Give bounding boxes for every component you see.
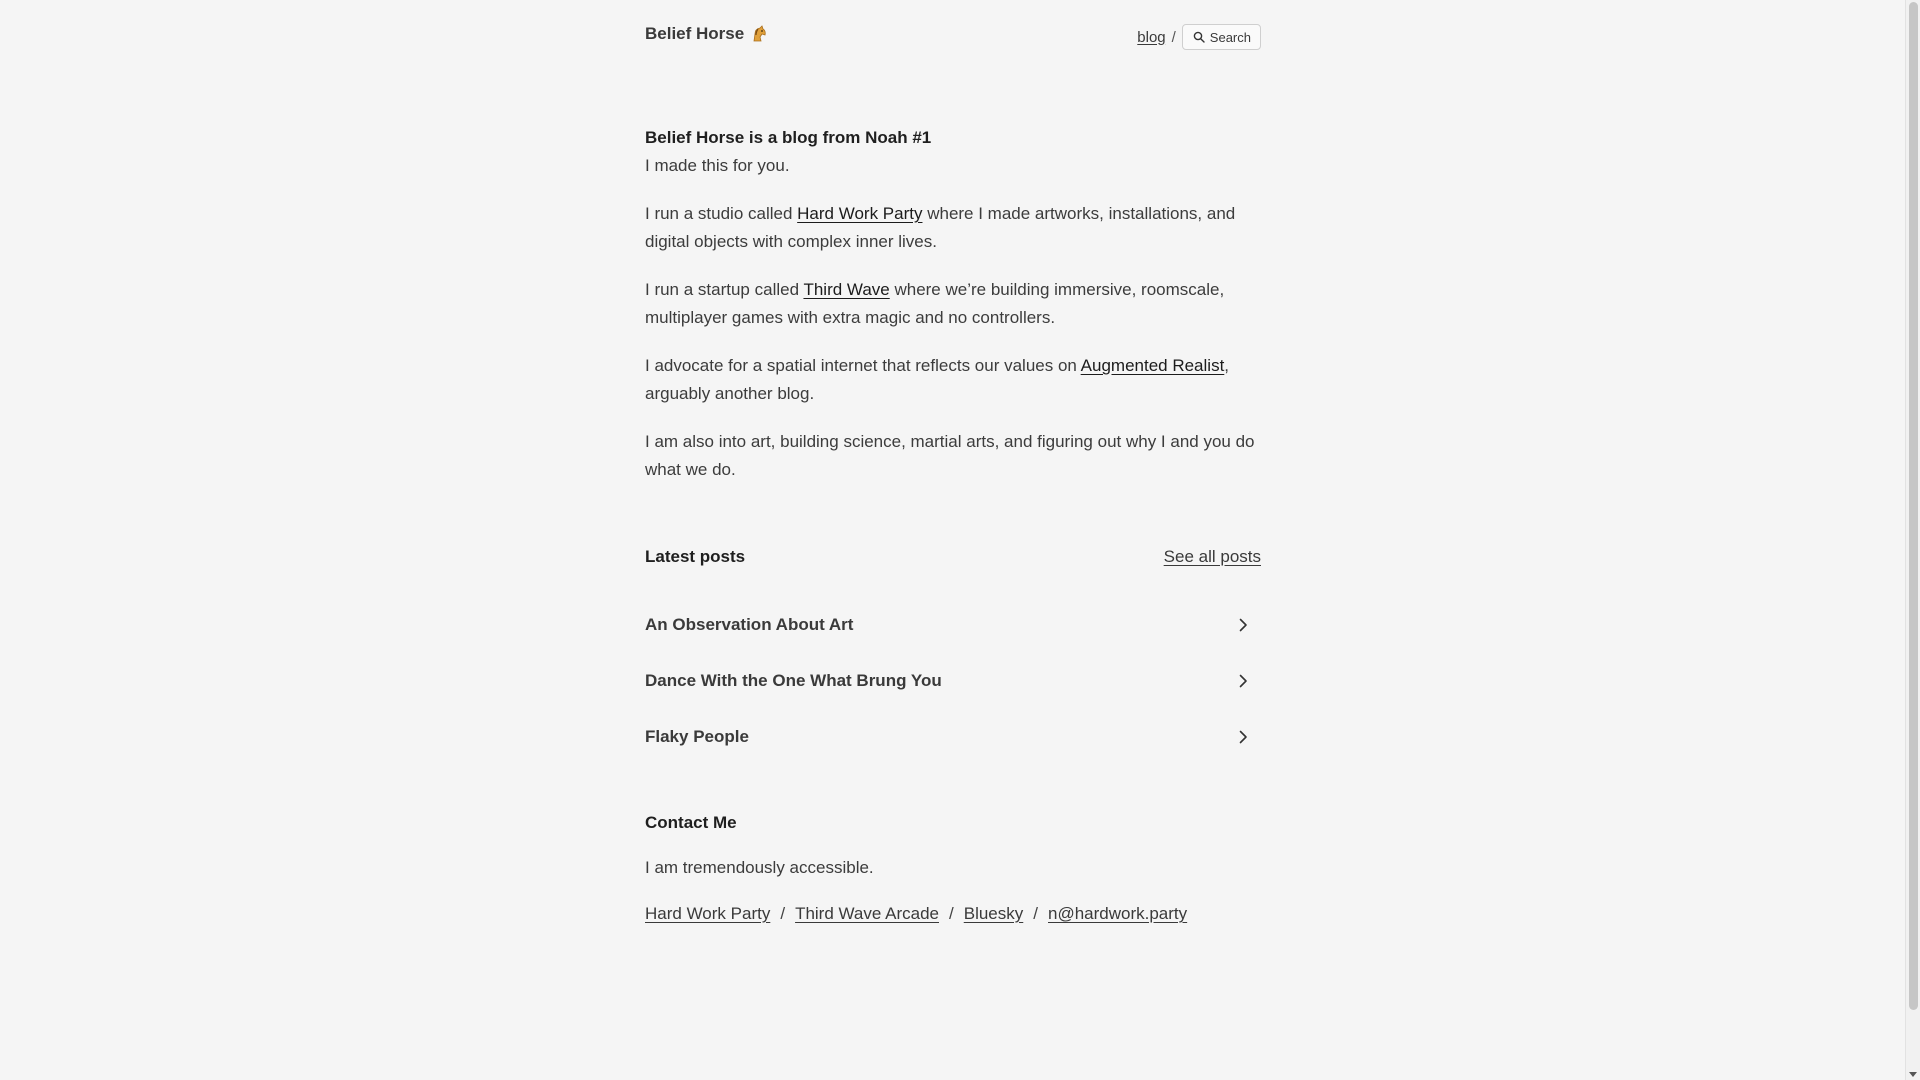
third-wave-link[interactable]: Third Wave <box>803 280 890 299</box>
contact-heading: Contact Me <box>645 813 737 832</box>
brand-title: Belief Horse <box>645 24 745 43</box>
latest-posts-header <box>645 547 1261 571</box>
latest-posts-heading: Latest posts <box>645 547 746 566</box>
contact-link-email[interactable]: n@hardwork.party <box>1048 904 1188 923</box>
link-separator: / <box>780 904 786 923</box>
contact-link-bluesky[interactable]: Bluesky <box>963 904 1024 923</box>
post-title: Flaky People <box>645 727 749 746</box>
chevron-right-icon <box>1235 617 1251 633</box>
vertical-scrollbar[interactable] <box>1905 0 1920 1080</box>
link-separator: / <box>949 904 954 923</box>
augmented-realist-link[interactable]: Augmented Realist <box>1080 356 1225 375</box>
nav-blog-link[interactable]: blog <box>1137 28 1166 46</box>
scroll-down-arrow-icon[interactable] <box>1909 1072 1917 1077</box>
post-title: Dance With the One What Brung You <box>645 671 942 690</box>
chevron-right-icon <box>1235 729 1251 745</box>
text: , arguably another blog. <box>645 356 1230 403</box>
intro-section <box>645 152 1261 504</box>
text: where I made artworks, installations, and digital objects with complex inner lives. <box>645 204 1236 251</box>
chevron-right-icon <box>1235 673 1251 689</box>
brand-link[interactable] <box>645 24 768 44</box>
intro-line: I made this for you. <box>645 156 790 175</box>
contact-link-hard-work-party[interactable]: Hard Work Party <box>645 904 771 923</box>
intro-paragraph-startup <box>645 276 1261 332</box>
see-all-posts-link[interactable]: See all posts <box>1163 547 1261 566</box>
search-button[interactable] <box>1182 24 1261 50</box>
search-icon <box>1193 31 1205 43</box>
scrollbar-thumb[interactable] <box>1909 2 1918 1010</box>
text: I run a studio called <box>645 204 798 223</box>
contact-link-third-wave-arcade[interactable]: Third Wave Arcade <box>795 904 939 923</box>
horse-icon <box>750 25 768 43</box>
contact-links <box>645 904 1187 924</box>
intro-paragraph-advocacy <box>645 352 1261 408</box>
search-button-label: Search <box>1209 29 1251 45</box>
contact-text: I am tremendously accessible. <box>645 858 874 877</box>
post-item[interactable] <box>645 597 1261 653</box>
link-separator: / <box>1033 904 1038 923</box>
text: I advocate for a spatial internet that reflects our values on <box>645 356 1081 375</box>
main-container <box>645 0 1261 923</box>
nav-separator: / <box>1171 28 1176 46</box>
text: where we’re building immersive, roomscale, multiplayer games with extra magic and no controllers. <box>645 280 1225 327</box>
intro-title: Belief Horse is a blog from Noah #1 <box>645 128 932 147</box>
site-header <box>645 0 1261 80</box>
intro-paragraph-studio <box>645 200 1261 256</box>
text: I run a startup called <box>645 280 804 299</box>
intro-paragraph-interests: I am also into art, building science, martial arts, and figuring out why I and you do what we do. <box>645 432 1255 479</box>
hard-work-party-link[interactable]: Hard Work Party <box>797 204 923 223</box>
post-title: An Observation About Art <box>645 615 854 634</box>
post-item[interactable] <box>645 709 1261 765</box>
top-nav <box>1137 24 1261 50</box>
post-item[interactable] <box>645 653 1261 709</box>
posts-list <box>645 597 1261 765</box>
